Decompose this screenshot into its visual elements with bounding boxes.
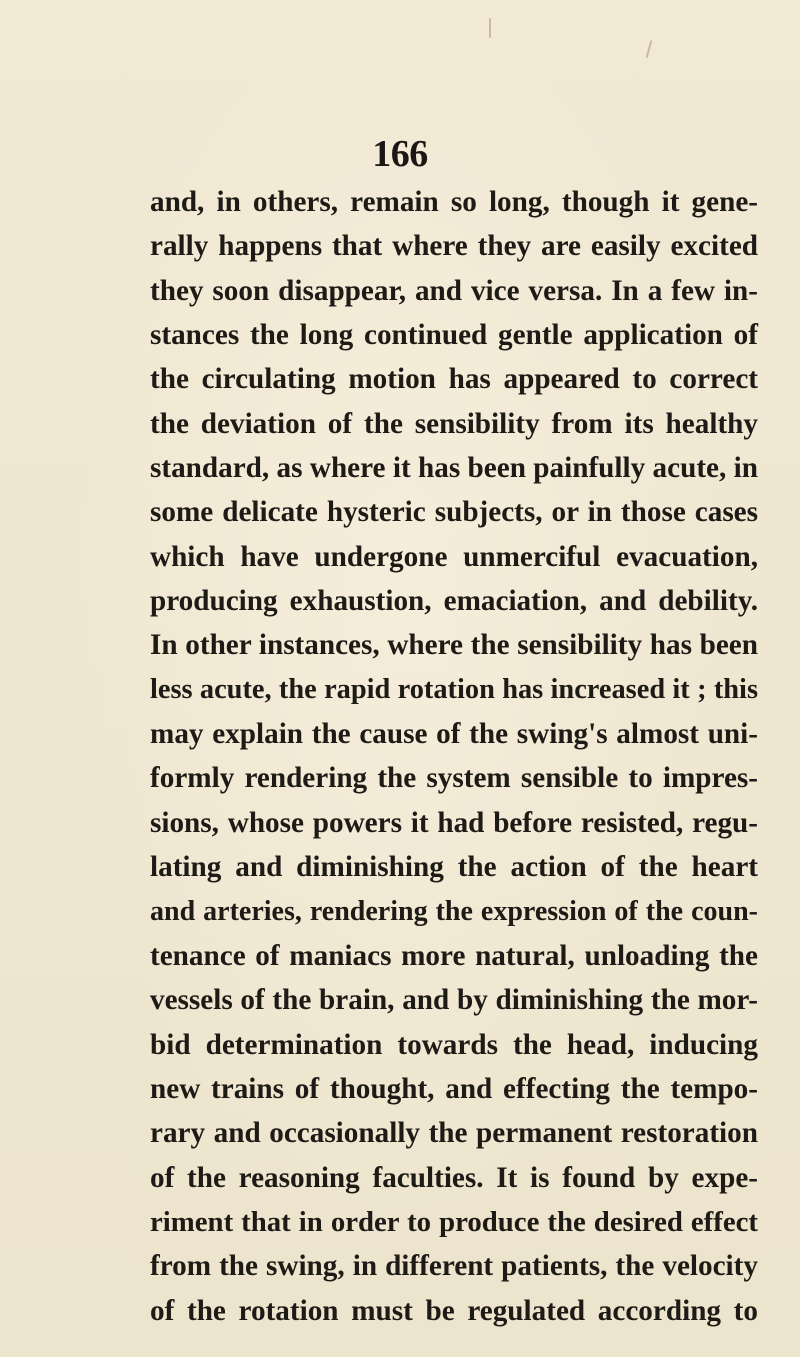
text-line: new trains of thought, and effecting the tempo- — [150, 1072, 758, 1105]
text-line: formly rendering the system sensible to impres- — [150, 762, 758, 795]
text-line: sions, whose powers it had before resisted, regu- — [150, 806, 758, 839]
text-line: the deviation of the sensibility from its healthy — [150, 407, 758, 440]
text-line: In other instances, where the sensibility has been — [150, 629, 758, 662]
text-line: and arteries, rendering the expression of the coun- — [150, 895, 758, 927]
text-line: of the rotation must be regulated according to — [150, 1294, 758, 1327]
text-line: less acute, the rapid rotation has increased it ; this — [150, 673, 758, 705]
text-line: they soon disappear, and vice versa. In a few in- — [150, 274, 758, 307]
text-line: producing exhaustion, emaciation, and debility. — [150, 585, 758, 618]
paper-mark — [489, 18, 491, 38]
body-text — [150, 180, 758, 1333]
text-line: which have undergone unmerciful evacuation, — [150, 540, 758, 573]
page-number: 166 — [372, 133, 428, 175]
text-line: of the reasoning faculties. It is found by expe- — [150, 1161, 758, 1194]
text-line: may explain the cause of the swing's almost uni- — [150, 718, 758, 751]
text-line: and, in others, remain so long, though it gene- — [150, 186, 758, 218]
text-line: standard, as where it has been painfully acute, in — [150, 452, 758, 485]
text-line: from the swing, in different patients, the velocity — [150, 1250, 758, 1283]
text-line: riment that in order to produce the desired effect — [150, 1205, 758, 1238]
text-line: bid determination towards the head, inducing — [150, 1028, 758, 1061]
text-line: stances the long continued gentle application of — [150, 319, 758, 352]
text-line: vessels of the brain, and by diminishing the mor- — [150, 984, 758, 1017]
text-line: tenance of maniacs more natural, unloading the — [150, 939, 758, 972]
text-line: lating and diminishing the action of the heart — [150, 851, 758, 884]
text-line: some delicate hysteric subjects, or in those cases — [150, 496, 758, 529]
text-line: rally happens that where they are easily excited — [150, 230, 758, 263]
paper-mark — [646, 40, 653, 58]
text-line: the circulating motion has appeared to correct — [150, 363, 758, 396]
text-line: rary and occasionally the permanent restoration — [150, 1117, 758, 1150]
